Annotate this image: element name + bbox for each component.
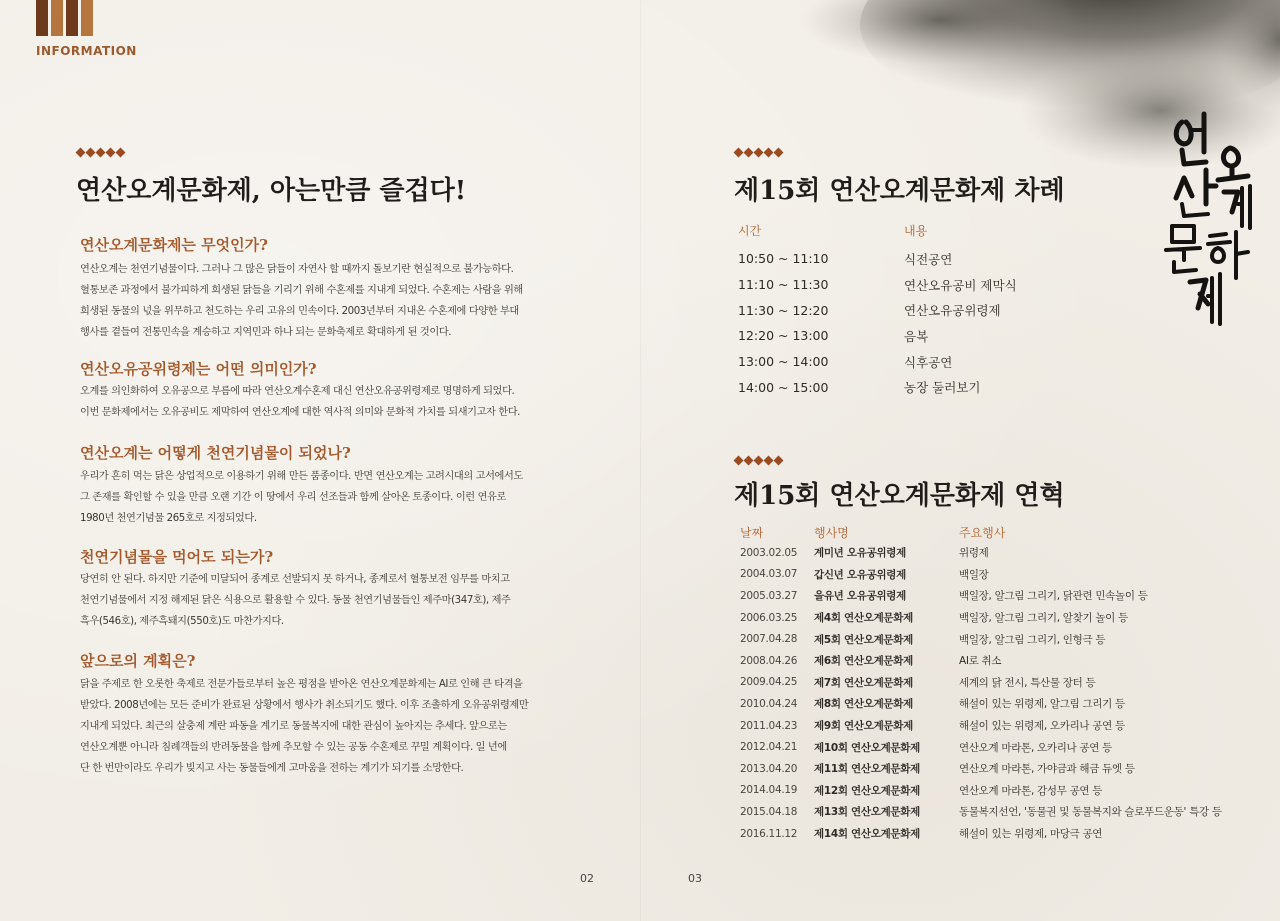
schedule-content: 연산오유공위령제 — [904, 303, 1001, 319]
schedule-col-content: 내용 — [904, 224, 928, 238]
history-main-event: 연산오계 마라톤, 감성무 공연 등 — [959, 784, 1103, 797]
text-line: 단 한 번만이라도 우리가 빚지고 사는 동물들에게 고마움을 전하는 계기가 되기를 소망한다. — [80, 763, 464, 774]
schedule-title: 제15회 연산오계문화제 차례 — [734, 176, 1065, 206]
history-row — [740, 823, 1260, 845]
diamond-ornament-left — [76, 148, 125, 157]
history-header-row — [740, 522, 1260, 542]
history-date: 2003.02.05 — [740, 546, 798, 559]
history-table — [740, 522, 1260, 844]
text-line: 우리가 흔히 먹는 닭은 상업적으로 이용하기 위해 만든 품종이다. 반면 연산오계는 고려시대의 고서에서도 — [80, 471, 523, 482]
history-main-event: 연산오계 마라톤, 가야금과 해금 듀엣 등 — [959, 763, 1135, 776]
history-main-event: 세계의 닭 전시, 특산물 장터 등 — [959, 676, 1096, 689]
history-date: 2014.04.19 — [740, 784, 798, 797]
section-body-3 — [80, 466, 560, 529]
history-row — [740, 542, 1260, 564]
history-main-event: 백일장 — [959, 568, 989, 581]
schedule-time: 14:00 ~ 15:00 — [738, 379, 829, 395]
history-date: 2007.04.28 — [740, 633, 798, 646]
history-main-event: 해설이 있는 위령제, 알그림 그리기 등 — [959, 698, 1125, 711]
text-line: 흑우(546호), 제주흑돼지(550호)도 마찬가지다. — [80, 616, 284, 627]
history-date: 2012.04.21 — [740, 741, 798, 754]
text-line: 오계를 의인화하여 오유공으로 부름에 따라 연산오계수혼제 대신 연산오유공위령제로 명명하게 되었다. — [80, 386, 515, 397]
history-event-name: 제13회 연산오계문화제 — [814, 806, 920, 819]
section-body-2 — [80, 381, 560, 423]
section-body-4 — [80, 569, 560, 632]
schedule-time: 11:30 ~ 12:20 — [738, 302, 829, 318]
schedule-table — [738, 222, 1118, 400]
history-main-event: 백일장, 알그림 그리기, 인형극 등 — [959, 633, 1106, 646]
history-date: 2013.04.20 — [740, 762, 798, 775]
text-line: 1980년 천연기념물 265호로 지정되었다. — [80, 513, 257, 524]
schedule-time: 12:20 ~ 13:00 — [738, 328, 829, 344]
schedule-content: 농장 둘러보기 — [904, 380, 981, 396]
text-line: 혈통보존 과정에서 불가피하게 희생된 닭들을 기리기 위해 수혼제를 지내게 되었다. 수혼제는 사람을 위해 — [80, 285, 523, 296]
history-col-date: 날짜 — [740, 525, 764, 540]
history-event-name: 계미년 오유공위령제 — [814, 547, 906, 560]
history-date: 2016.11.12 — [740, 827, 798, 840]
schedule-row — [738, 323, 1118, 349]
left-page-title: 연산오계문화제, 아는만큼 즐겁다! — [76, 176, 467, 206]
history-row — [740, 650, 1260, 672]
schedule-content: 식전공연 — [904, 251, 953, 267]
history-row — [740, 801, 1260, 823]
history-event-name: 갑신년 오유공위령제 — [814, 568, 906, 581]
history-main-event: 동물복지선언, '동물권 및 동물복지와 슬로푸드운동' 특강 등 — [959, 806, 1222, 819]
history-date: 2015.04.18 — [740, 805, 798, 818]
schedule-time: 10:50 ~ 11:10 — [738, 251, 829, 267]
history-row — [740, 715, 1260, 737]
history-date: 2008.04.26 — [740, 654, 798, 667]
info-label: INFORMATION — [36, 44, 137, 58]
schedule-row — [738, 349, 1118, 375]
page-number-left: 02 — [580, 872, 594, 885]
history-event-name: 제10회 연산오계문화제 — [814, 741, 920, 754]
section-heading-5: 앞으로의 계획은? — [80, 652, 196, 670]
section-heading-1: 연산오계문화제는 무엇인가? — [80, 236, 268, 254]
schedule-time: 13:00 ~ 14:00 — [738, 354, 829, 370]
schedule-content: 식후공연 — [904, 354, 953, 370]
schedule-row — [738, 272, 1118, 298]
schedule-col-time: 시간 — [738, 224, 762, 238]
history-event-name: 제5회 연산오계문화제 — [814, 633, 913, 646]
history-main-event: 해설이 있는 위령제, 오카리나 공연 등 — [959, 720, 1125, 733]
history-col-name: 행사명 — [814, 525, 849, 540]
section-heading-4: 천연기념물을 먹어도 되는가? — [80, 548, 274, 566]
text-line: 닭을 주제로 한 오롯한 축제로 전문가들로부터 높은 평점을 받아온 연산오계문화제는 AI로 인해 큰 타격을 — [80, 679, 523, 690]
history-title: 제15회 연산오계문화제 연혁 — [734, 481, 1065, 511]
history-event-name: 제11회 연산오계문화제 — [814, 763, 920, 776]
text-line: 그 존재를 확인할 수 있을 만큼 오랜 기간 이 땅에서 우리 선조들과 함께 살아온 토종이다. 이런 연유로 — [80, 492, 506, 503]
history-row — [740, 628, 1260, 650]
history-event-name: 제7회 연산오계문화제 — [814, 676, 913, 689]
history-date: 2005.03.27 — [740, 589, 798, 602]
text-line: 행사를 곁들여 전통민속을 계승하고 지역민과 하나 되는 문화축제로 확대하게 된 것이다. — [80, 327, 452, 338]
history-date: 2006.03.25 — [740, 611, 798, 624]
history-col-event: 주요행사 — [959, 525, 1006, 540]
history-main-event: AI로 취소 — [959, 655, 1002, 668]
section-body-5 — [80, 674, 560, 779]
history-event-name: 제14회 연산오계문화제 — [814, 828, 920, 841]
history-main-event: 위령제 — [959, 547, 989, 560]
schedule-content: 음복 — [904, 328, 929, 344]
schedule-row — [738, 246, 1118, 272]
history-event-name: 제12회 연산오계문화제 — [814, 784, 920, 797]
schedule-row — [738, 297, 1118, 323]
history-row — [740, 780, 1260, 802]
history-row — [740, 564, 1260, 586]
history-date: 2011.04.23 — [740, 719, 798, 732]
schedule-time: 11:10 ~ 11:30 — [738, 277, 829, 293]
text-line: 희생된 동물의 넋을 위무하고 천도하는 우리 고유의 민속이다. 2003년부터 지내온 수혼제에 다양한 부대 — [80, 306, 519, 317]
history-date: 2010.04.24 — [740, 697, 798, 710]
history-row — [740, 758, 1260, 780]
calligraphy-logo — [1160, 108, 1256, 328]
history-event-name: 제9회 연산오계문화제 — [814, 720, 913, 733]
history-row — [740, 585, 1260, 607]
text-line: 연산오계뿐 아니라 침례객들의 반려동물을 함께 추모할 수 있는 공동 수혼제로 꾸밀 계획이다. 일 년에 — [80, 742, 507, 753]
section-body-1 — [80, 259, 560, 343]
text-line: 받았다. 2008년에는 모든 준비가 완료된 상황에서 행사가 취소되기도 했다. 이후 조촐하게 오유공위령제만 — [80, 700, 529, 711]
history-main-event: 해설이 있는 위령제, 마당극 공연 — [959, 828, 1103, 841]
diamond-ornament-schedule — [734, 148, 783, 157]
text-line: 당연히 안 된다. 하지만 기준에 미달되어 종계로 선발되지 못 하거나, 종계로서 혈통보전 임무를 마치고 — [80, 574, 510, 585]
text-line: 이번 문화제에서는 오유공비도 제막하여 연산오계에 대한 역사적 의미와 문화적 가치를 되새기고자 한다. — [80, 407, 521, 418]
text-line: 연산오계는 천연기념물이다. 그러나 그 많은 닭들이 자연사 할 때까지 돌보기란 현실적으로 불가능하다. — [80, 264, 514, 275]
history-date: 2009.04.25 — [740, 676, 798, 689]
diamond-ornament-history — [734, 456, 783, 465]
history-main-event: 백일장, 알그림 그리기, 닭관련 민속놀이 등 — [959, 590, 1148, 603]
history-event-name: 제4회 연산오계문화제 — [814, 612, 913, 625]
section-heading-2: 연산오유공위령제는 어떤 의미인가? — [80, 360, 317, 378]
history-row — [740, 607, 1260, 629]
section-heading-3: 연산오계는 어떻게 천연기념물이 되었나? — [80, 444, 351, 462]
info-color-block — [36, 0, 96, 36]
history-row — [740, 693, 1260, 715]
schedule-row — [738, 374, 1118, 400]
text-line: 천연기념물에서 지정 해제된 닭은 식용으로 활용할 수 있다. 동물 천연기념물들인 제주마(347호), 제주 — [80, 595, 511, 606]
history-row — [740, 672, 1260, 694]
schedule-header-row — [738, 222, 1118, 246]
history-main-event: 연산오계 마라톤, 오카리나 공연 등 — [959, 741, 1112, 754]
history-row — [740, 736, 1260, 758]
history-date: 2004.03.07 — [740, 568, 798, 581]
page-number-right: 03 — [688, 872, 702, 885]
schedule-content: 연산오유공비 제막식 — [904, 277, 1017, 293]
history-event-name: 제8회 연산오계문화제 — [814, 698, 913, 711]
page-fold — [640, 0, 642, 921]
text-line: 지내게 되었다. 최근의 살충제 계란 파동을 계기로 동물복지에 대한 관심이 높아지는 추세다. 앞으로는 — [80, 721, 507, 732]
history-main-event: 백일장, 알그림 그리기, 알찾기 놀이 등 — [959, 612, 1128, 625]
history-event-name: 제6회 연산오계문화제 — [814, 655, 913, 668]
history-event-name: 을유년 오유공위령제 — [814, 590, 906, 603]
